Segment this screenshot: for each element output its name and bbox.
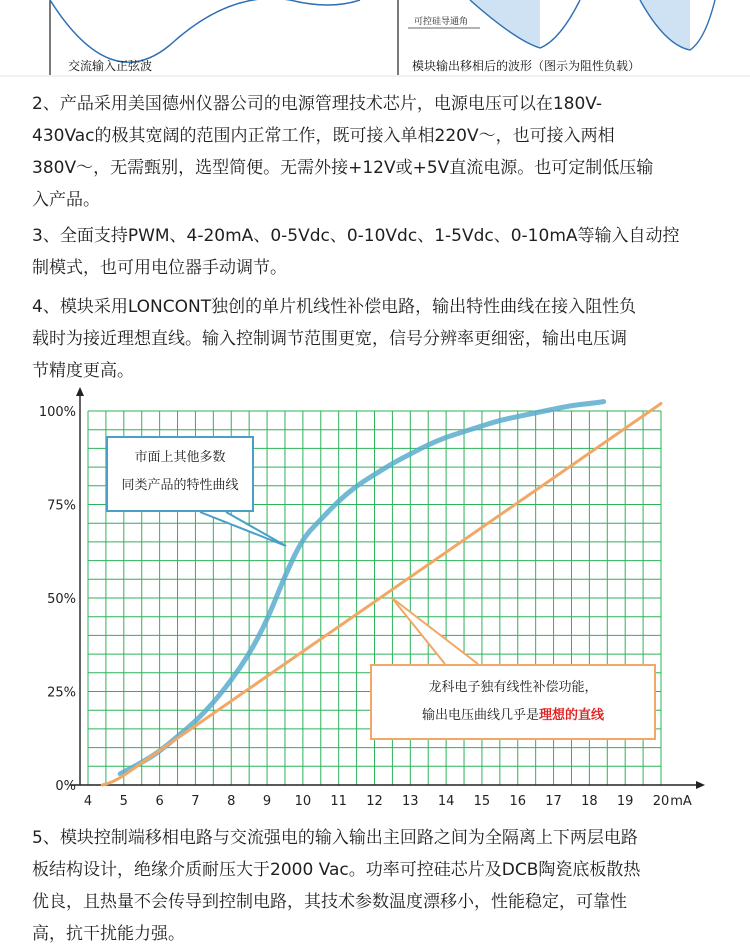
sine-caption: 交流输入正弦波 (68, 59, 153, 73)
x-tick-label: 17 (545, 794, 562, 809)
paragraph-line: 380V～，无需甄别，选型简便。无需外接+12V或+5V直流电源。也可定制低压输 (32, 158, 654, 178)
paragraph-line: 5、模块控制端移相电路与交流强电的输入输出主回路之间为全隔离上下两层电路 (32, 828, 638, 848)
x-tick-label: 18 (581, 794, 598, 809)
x-tick-label: 12 (366, 794, 383, 809)
callout-line: 同类产品的特性曲线 (121, 478, 239, 493)
paragraph-2 (32, 88, 722, 216)
paragraph-line: 2、产品采用美国德州仪器公司的电源管理技术芯片，电源电压可以在180V- (32, 94, 603, 114)
linear-compensation-callout (370, 664, 656, 740)
paragraph-line: 高，抗干扰能力强。 (32, 924, 185, 944)
x-tick-label: 8 (227, 794, 236, 809)
y-tick-label: 25% (47, 685, 76, 701)
x-tick-label: 5 (119, 794, 128, 809)
paragraph-3 (32, 220, 722, 284)
paragraph-line: 3、全面支持PWM、4-20mA、0-5Vdc、0-10Vdc、1-5Vdc、0-10mA等输入自动控 (32, 226, 680, 246)
paragraph-line: 优良，且热量不会传导到控制电路，其技术参数温度漂移小，性能稳定，可靠性 (32, 892, 627, 912)
y-axis-arrow (76, 387, 84, 396)
y-tick-label: 75% (47, 498, 76, 514)
x-tick-label: 4 (83, 794, 93, 809)
callout-line: 龙科电子独有线性补偿功能， (428, 680, 598, 695)
paragraph-5 (32, 822, 722, 950)
paragraph-line: 430Vac的极其宽阔的范围内正常工作，既可接入单相220V～，也可接入两相 (32, 126, 615, 146)
shifted-wave-caption: 模块输出移相后的波形（图示为阻性负载） (412, 59, 641, 73)
other-products-callout (106, 436, 254, 512)
x-tick-label: 6 (155, 794, 164, 809)
x-tick-label: 16 (509, 794, 527, 809)
y-tick-label: 50% (47, 592, 76, 607)
callout-text: 输出电压曲线几乎是 (421, 708, 539, 723)
x-tick-label: 10 (294, 794, 312, 809)
y-tick-label: 100% (38, 405, 76, 420)
x-tick-label: 15 (473, 794, 491, 809)
callout-line: 市面上其他多数 (134, 450, 226, 465)
paragraph-line: 节精度更高。 (32, 361, 134, 381)
x-tick-label: 14 (437, 794, 455, 809)
y-tick-label: 0% (55, 779, 76, 794)
ideal-line-emphasis: 理想的直线 (539, 708, 605, 723)
x-tick-label: 9 (262, 794, 272, 809)
x-tick-label: 19 (616, 794, 634, 809)
paragraph-line: 载时为接近理想直线。输入控制调节范围更宽，信号分辨率更细密，输出电压调 (32, 329, 627, 349)
x-tick-label: 13 (402, 794, 419, 809)
x-tick-label: 20 (652, 794, 670, 809)
paragraph-line: 入产品。 (32, 190, 100, 210)
callout-line (372, 702, 654, 730)
paragraph-line: 制模式，也可用电位器手动调节。 (32, 258, 287, 278)
x-axis-unit: mA (670, 794, 692, 809)
paragraph-line: 板结构设计，绝缘介质耐压大于2000 Vac。功率可控硅芯片及DCB陶瓷底板散热 (32, 860, 641, 880)
x-tick-label: 7 (191, 794, 200, 809)
conduction-angle-label: 可控硅导通角 (414, 17, 469, 27)
x-axis-arrow (696, 781, 705, 789)
paragraph-line: 4、模块采用LONCONT独创的单片机线性补偿电路，输出特性曲线在接入阻性负 (32, 297, 637, 317)
paragraph-4 (32, 291, 722, 387)
x-tick-label: 11 (330, 794, 347, 809)
